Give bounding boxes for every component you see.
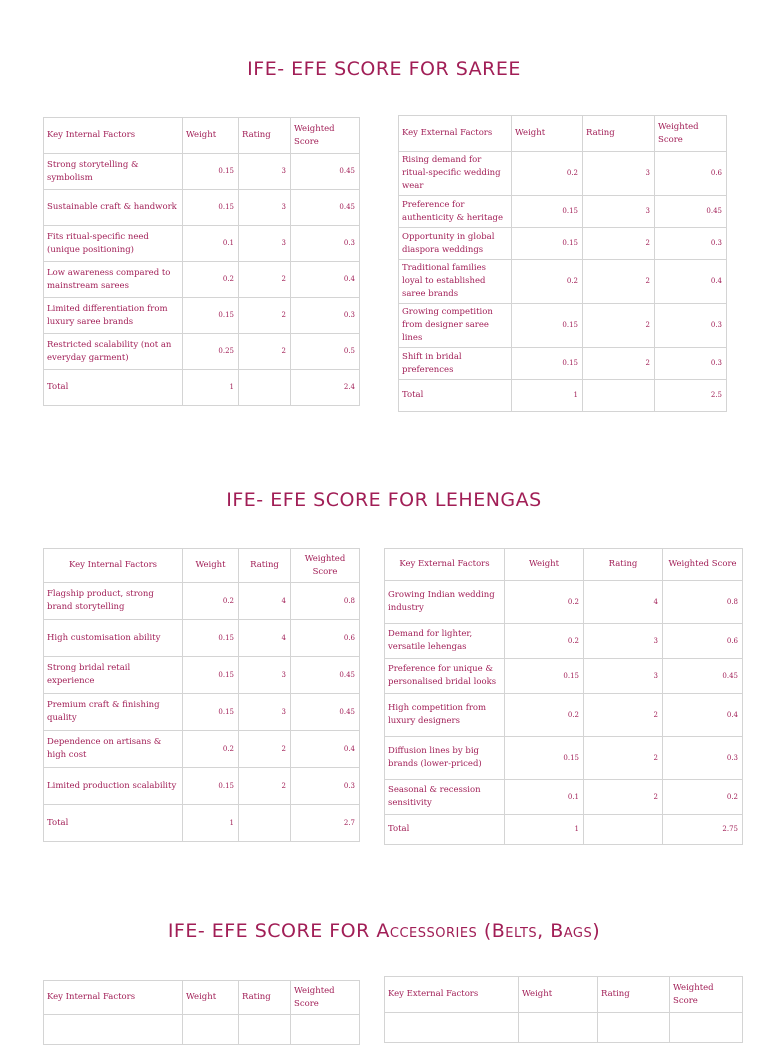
weight-cell: 1	[183, 805, 239, 842]
rating-cell: 2	[239, 334, 291, 370]
factor-cell: Opportunity in global diaspora weddings	[399, 228, 512, 260]
table-row	[44, 262, 360, 298]
column-header: Weighted Score	[291, 549, 360, 583]
weighted-score-cell: 0.5	[291, 334, 360, 370]
weighted-score-cell: 0.45	[663, 659, 743, 694]
weighted-score-cell: 0.3	[291, 226, 360, 262]
weight-cell: 0.2	[505, 581, 584, 624]
header-row	[399, 116, 727, 152]
table-row	[385, 780, 743, 815]
rating-cell: 3	[584, 659, 663, 694]
weight-cell: 0.15	[512, 304, 583, 348]
column-header: Rating	[598, 977, 670, 1013]
factor-cell: Low awareness compared to mainstream sarees	[44, 262, 183, 298]
weight-cell: 0.1	[505, 780, 584, 815]
efe-table-accessories	[384, 976, 743, 1043]
weight-cell: 0.2	[183, 583, 239, 620]
table-row	[44, 334, 360, 370]
weight-cell: 0.2	[505, 624, 584, 659]
table-row	[399, 348, 727, 380]
factor-cell: Preference for unique & personalised bridal looks	[385, 659, 505, 694]
rating-cell: 2	[239, 731, 291, 768]
factor-cell: Seasonal & recession sensitivity	[385, 780, 505, 815]
weight-cell: 0.15	[512, 196, 583, 228]
weighted-score-cell: 0.8	[663, 581, 743, 624]
rating-cell: 4	[584, 581, 663, 624]
weighted-score-cell: 0.4	[663, 694, 743, 737]
efe-table-lehengas	[384, 548, 743, 845]
table-row	[44, 154, 360, 190]
weighted-score-cell: 0.8	[291, 583, 360, 620]
table-row	[399, 260, 727, 304]
factor-cell: Premium craft & finishing quality	[44, 694, 183, 731]
weighted-score-cell: 0.4	[655, 260, 727, 304]
column-header: Key External Factors	[385, 977, 519, 1013]
weight-cell: 0.2	[512, 152, 583, 196]
table-row	[44, 583, 360, 620]
column-header: Key External Factors	[399, 116, 512, 152]
rating-cell	[583, 380, 655, 412]
table-row	[44, 1015, 360, 1045]
factor-cell: Growing competition from designer saree lines	[399, 304, 512, 348]
factor-cell: Flagship product, strong brand storytelling	[44, 583, 183, 620]
weighted-score-cell: 0.4	[291, 262, 360, 298]
table-row	[385, 659, 743, 694]
column-header: Key Internal Factors	[44, 981, 183, 1015]
weight-cell: 0.15	[183, 298, 239, 334]
column-header: Weighted Score	[663, 549, 743, 581]
weight-cell: 0.2	[512, 260, 583, 304]
weight-cell: 0.15	[505, 659, 584, 694]
table-row	[44, 731, 360, 768]
column-header: Weighted Score	[670, 977, 743, 1013]
column-header: Key Internal Factors	[44, 118, 183, 154]
factor-cell: Total	[385, 815, 505, 845]
column-header: Weight	[512, 116, 583, 152]
weighted-score-cell: 2.4	[291, 370, 360, 406]
table-cell	[385, 1013, 519, 1043]
rating-cell: 3	[583, 196, 655, 228]
weight-cell: 0.15	[505, 737, 584, 780]
factor-cell: High competition from luxury designers	[385, 694, 505, 737]
factor-cell: Total	[399, 380, 512, 412]
table-row	[44, 298, 360, 334]
rating-cell: 3	[239, 190, 291, 226]
factor-cell: Strong storytelling & symbolism	[44, 154, 183, 190]
weighted-score-cell: 0.3	[663, 737, 743, 780]
table-cell	[519, 1013, 598, 1043]
table-cell	[670, 1013, 743, 1043]
weighted-score-cell: 0.4	[291, 731, 360, 768]
weighted-score-cell: 0.2	[663, 780, 743, 815]
table-row	[399, 228, 727, 260]
column-header: Weight	[519, 977, 598, 1013]
factor-cell: Sustainable craft & handwork	[44, 190, 183, 226]
rating-cell: 3	[239, 657, 291, 694]
table-row	[44, 190, 360, 226]
rating-cell: 2	[584, 737, 663, 780]
weight-cell: 1	[512, 380, 583, 412]
table-cell	[291, 1015, 360, 1045]
section-title-lehengas: IFE- EFE SCORE FOR LEHENGAS	[226, 489, 542, 511]
factor-cell: Total	[44, 370, 183, 406]
rating-cell: 4	[239, 620, 291, 657]
factor-cell: Dependence on artisans & high cost	[44, 731, 183, 768]
weighted-score-cell: 0.6	[655, 152, 727, 196]
factor-cell: Diffusion lines by big brands (lower-priced)	[385, 737, 505, 780]
weight-cell: 0.2	[505, 694, 584, 737]
weighted-score-cell: 0.3	[291, 768, 360, 805]
ife-table-accessories	[43, 980, 360, 1045]
weighted-score-cell: 0.45	[291, 694, 360, 731]
header-row	[385, 549, 743, 581]
weighted-score-cell: 0.3	[291, 298, 360, 334]
section-title-saree: IFE- EFE SCORE FOR SAREE	[247, 58, 521, 80]
column-header: Weighted Score	[655, 116, 727, 152]
rating-cell: 2	[239, 298, 291, 334]
rating-cell: 3	[239, 694, 291, 731]
rating-cell: 2	[583, 304, 655, 348]
column-header: Rating	[583, 116, 655, 152]
factor-cell: Traditional families loyal to established saree brands	[399, 260, 512, 304]
column-header: Rating	[584, 549, 663, 581]
rating-cell: 2	[583, 348, 655, 380]
weight-cell: 0.2	[183, 731, 239, 768]
weight-cell: 0.15	[512, 228, 583, 260]
weight-cell: 0.15	[183, 694, 239, 731]
column-header: Weight	[183, 118, 239, 154]
weighted-score-cell: 0.45	[655, 196, 727, 228]
table-row	[385, 694, 743, 737]
column-header: Key Internal Factors	[44, 549, 183, 583]
weighted-score-cell: 2.5	[655, 380, 727, 412]
weighted-score-cell: 0.45	[291, 657, 360, 694]
rating-cell: 3	[239, 226, 291, 262]
rating-cell: 2	[584, 694, 663, 737]
factor-cell: Fits ritual-specific need (unique positioning)	[44, 226, 183, 262]
weight-cell: 0.1	[183, 226, 239, 262]
table-row	[385, 581, 743, 624]
column-header: Weight	[183, 549, 239, 583]
column-header: Weight	[505, 549, 584, 581]
header-row	[44, 549, 360, 583]
weighted-score-cell: 0.3	[655, 228, 727, 260]
factor-cell: Shift in bridal preferences	[399, 348, 512, 380]
column-header: Weighted Score	[291, 981, 360, 1015]
table-row	[44, 694, 360, 731]
factor-cell: Growing Indian wedding industry	[385, 581, 505, 624]
table-row	[399, 304, 727, 348]
column-header: Weight	[183, 981, 239, 1015]
weight-cell: 0.15	[183, 154, 239, 190]
factor-cell: Restricted scalability (not an everyday garment)	[44, 334, 183, 370]
factor-cell: Rising demand for ritual-specific wedding wear	[399, 152, 512, 196]
weight-cell: 0.15	[183, 190, 239, 226]
rating-cell: 3	[584, 624, 663, 659]
rating-cell: 2	[239, 768, 291, 805]
table-cell	[44, 1015, 183, 1045]
weighted-score-cell: 2.7	[291, 805, 360, 842]
table-row	[385, 737, 743, 780]
weighted-score-cell: 0.3	[655, 304, 727, 348]
rating-cell: 3	[583, 152, 655, 196]
table-row	[385, 1013, 743, 1043]
factor-cell: Total	[44, 805, 183, 842]
weight-cell: 0.15	[183, 768, 239, 805]
factor-cell: Preference for authenticity & heritage	[399, 196, 512, 228]
table-row	[385, 624, 743, 659]
weight-cell: 0.2	[183, 262, 239, 298]
total-row	[399, 380, 727, 412]
factor-cell: Limited production scalability	[44, 768, 183, 805]
weight-cell: 1	[505, 815, 584, 845]
weight-cell: 1	[183, 370, 239, 406]
factor-cell: Demand for lighter, versatile lehengas	[385, 624, 505, 659]
header-row	[44, 118, 360, 154]
factor-cell: Limited differentiation from luxury saree brands	[44, 298, 183, 334]
rating-cell	[584, 815, 663, 845]
rating-cell	[239, 370, 291, 406]
weight-cell: 0.15	[183, 620, 239, 657]
weight-cell: 0.25	[183, 334, 239, 370]
ife-table-saree	[43, 117, 360, 406]
table-row	[399, 152, 727, 196]
weighted-score-cell: 0.6	[663, 624, 743, 659]
factor-cell: High customisation ability	[44, 620, 183, 657]
table-cell	[239, 1015, 291, 1045]
column-header: Rating	[239, 549, 291, 583]
factor-cell: Strong bridal retail experience	[44, 657, 183, 694]
weighted-score-cell: 2.75	[663, 815, 743, 845]
section-title-accessories: IFE- EFE SCORE FOR Accessories (Belts, Bags)	[167, 920, 601, 942]
rating-cell: 4	[239, 583, 291, 620]
weighted-score-cell: 0.45	[291, 190, 360, 226]
rating-cell: 2	[239, 262, 291, 298]
efe-table-saree	[398, 115, 727, 412]
rating-cell: 2	[584, 780, 663, 815]
table-cell	[183, 1015, 239, 1045]
table-row	[44, 620, 360, 657]
column-header: Weighted Score	[291, 118, 360, 154]
table-row	[44, 768, 360, 805]
rating-cell	[239, 805, 291, 842]
weight-cell: 0.15	[512, 348, 583, 380]
column-header: Rating	[239, 981, 291, 1015]
total-row	[44, 370, 360, 406]
rating-cell: 3	[239, 154, 291, 190]
rating-cell: 2	[583, 260, 655, 304]
rating-cell: 2	[583, 228, 655, 260]
header-row	[385, 977, 743, 1013]
weighted-score-cell: 0.45	[291, 154, 360, 190]
table-cell	[598, 1013, 670, 1043]
table-row	[399, 196, 727, 228]
ife-table-lehengas	[43, 548, 360, 842]
column-header: Key External Factors	[385, 549, 505, 581]
weighted-score-cell: 0.6	[291, 620, 360, 657]
table-row	[44, 657, 360, 694]
header-row	[44, 981, 360, 1015]
total-row	[44, 805, 360, 842]
table-row	[44, 226, 360, 262]
weighted-score-cell: 0.3	[655, 348, 727, 380]
weight-cell: 0.15	[183, 657, 239, 694]
column-header: Rating	[239, 118, 291, 154]
total-row	[385, 815, 743, 845]
